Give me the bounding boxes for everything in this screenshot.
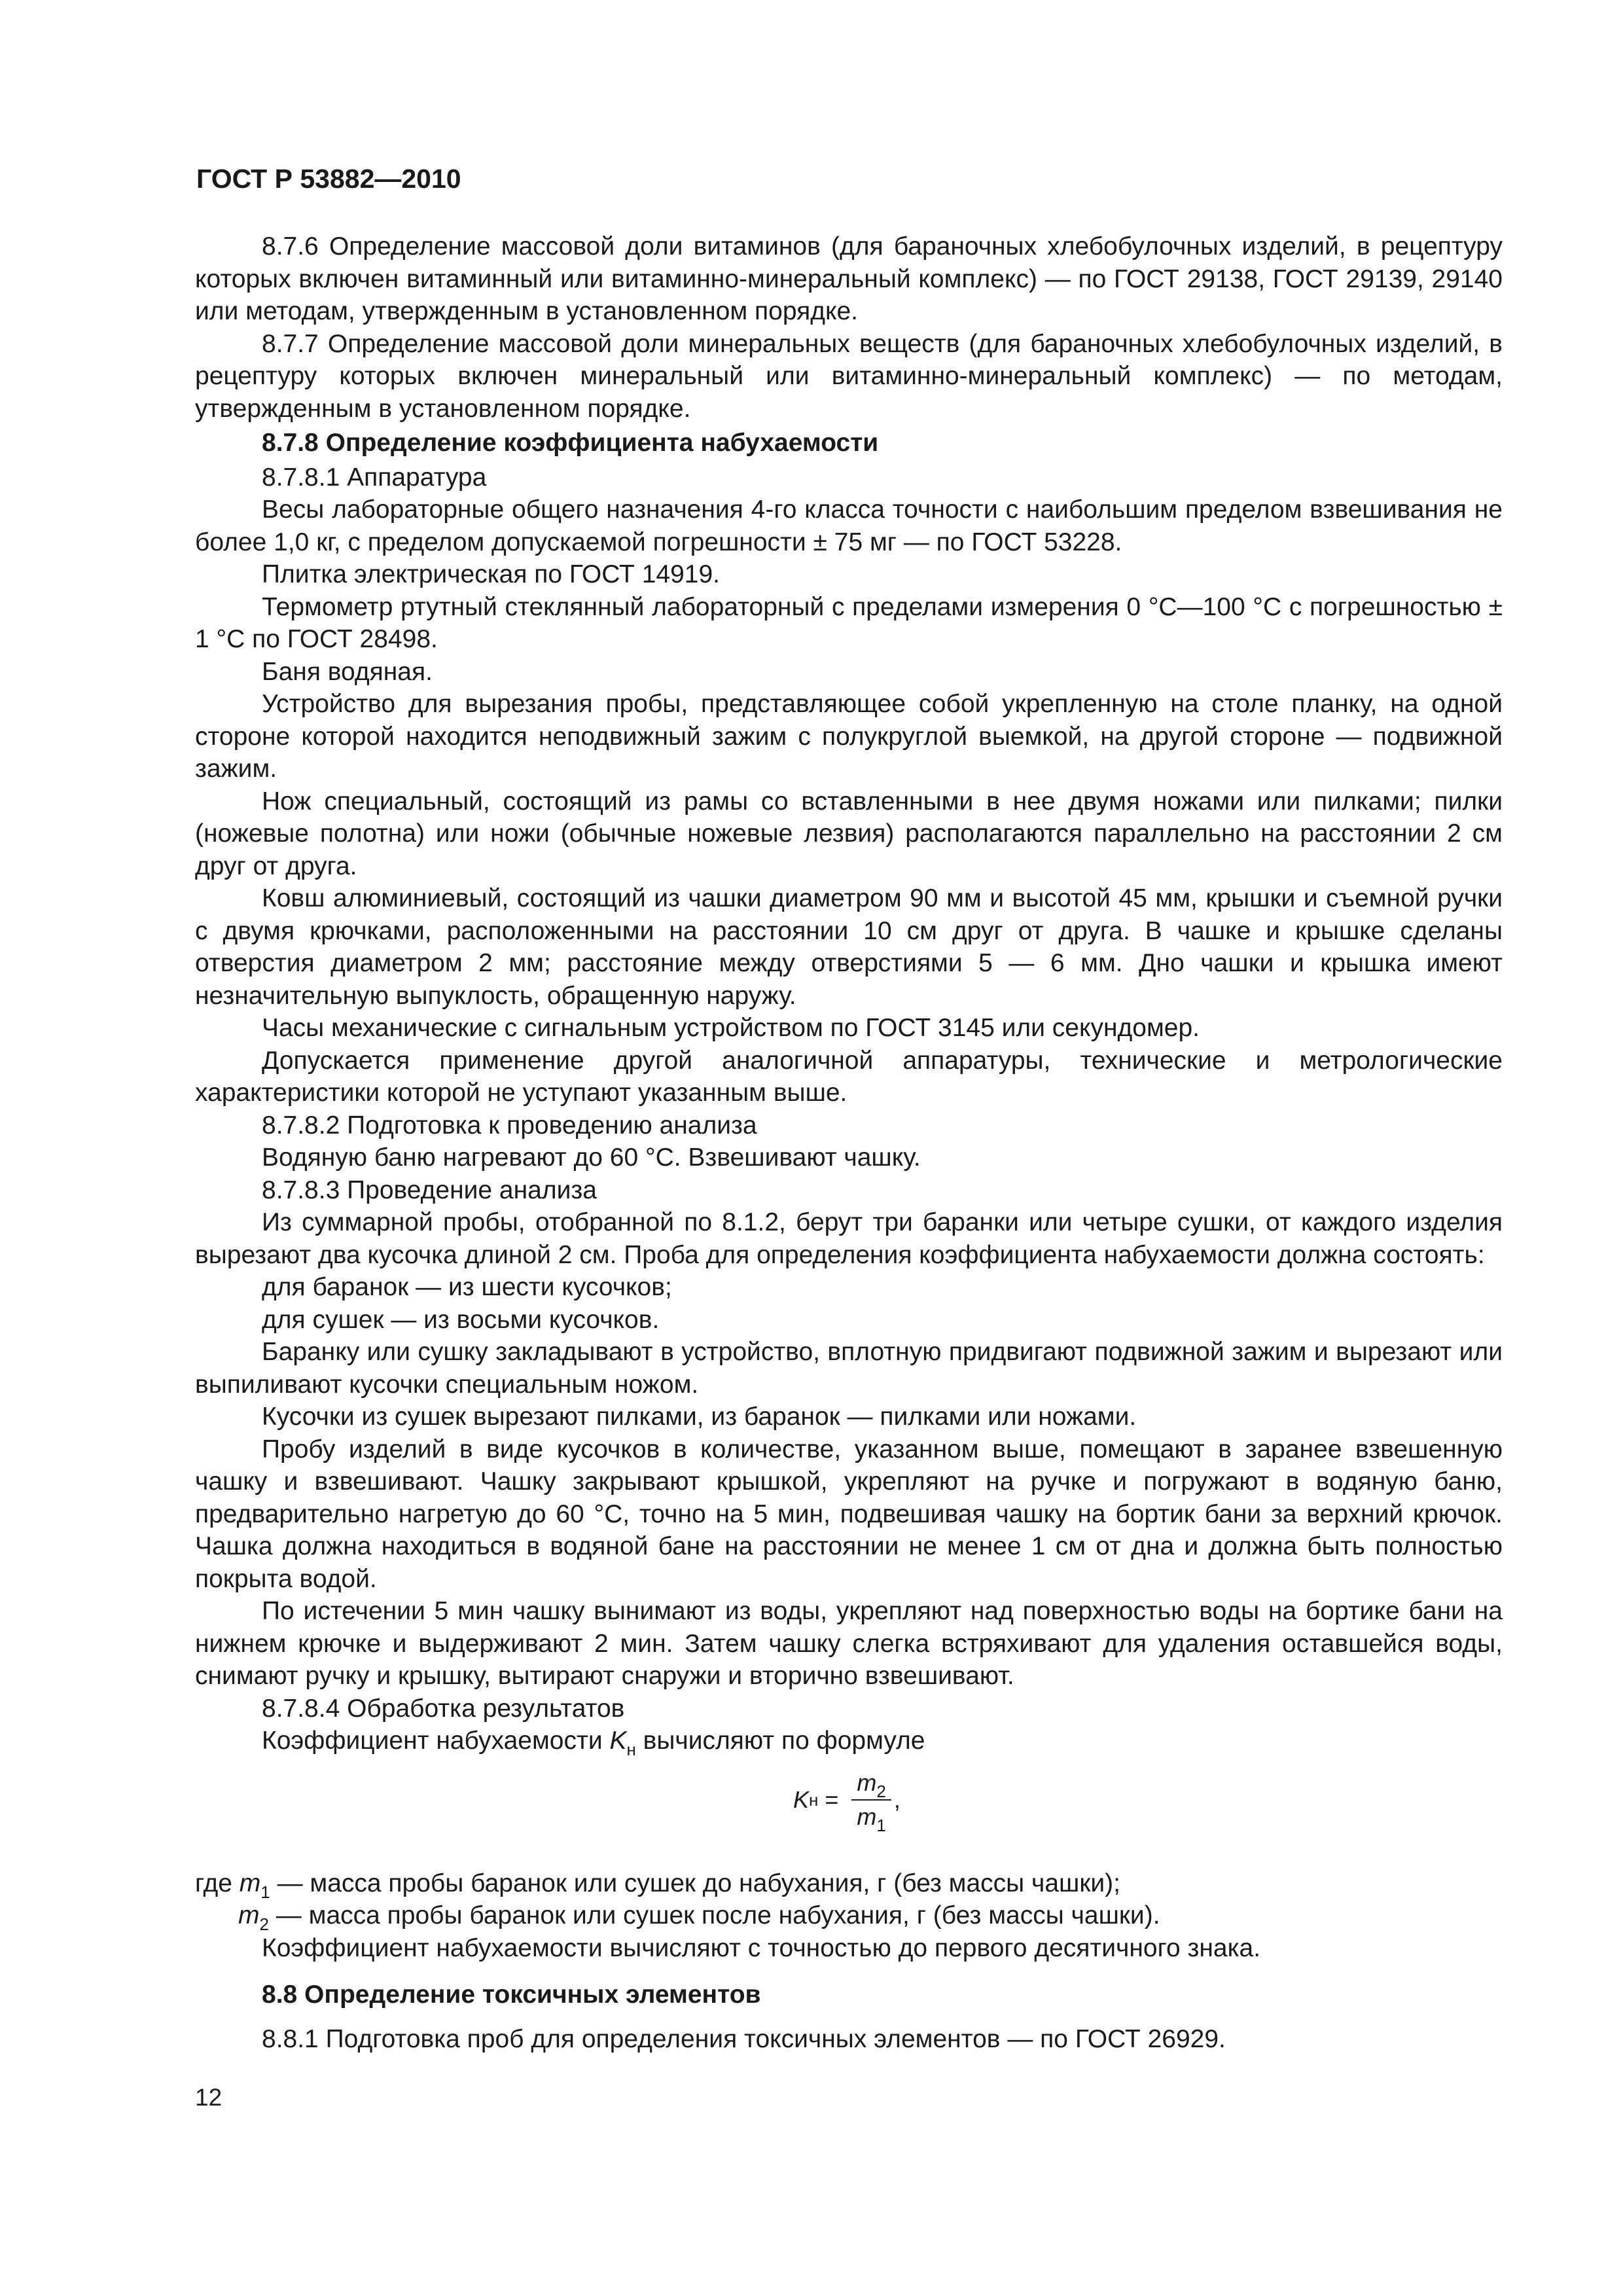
where-prefix: где [195, 1869, 240, 1897]
subsection-title-8783: 8.7.8.3 Проведение анализа [262, 1175, 597, 1204]
paragraph-876: 8.7.6 Определение массовой доли витаминов (для бараночных хлебобулочных изделий, в рецептуру которых включен витаминный или витаминно-минеральный комплекс) — по ГОСТ 29138, ГОСТ 29139, 29140 или методам, утвержденным в установленном порядке. [195, 232, 1503, 325]
paragraph-after-5min: По истечении 5 мин чашку вынимают из воды, укрепляют над поверхностью воды на бортике бани на нижнем крючке и выдерживают 2 мин. Затем чашку слегка встряхивают для удаления оставшейся воды, снимают ручку и крышку, вытирают снаружи и вторично взвешивают. [195, 1597, 1503, 1690]
paragraph-hotplate: Плитка электрическая по ГОСТ 14919. [262, 560, 721, 588]
coef-intro-after: вычисляют по формуле [635, 1727, 925, 1755]
where-m2 [195, 1899, 1503, 1932]
paragraph-cutting: Баранку или сушку закладывают в устройство, вплотную придвигают подвижной зажим и вырезают или выпиливают кусочки специальным ножом. [195, 1338, 1503, 1399]
formula-equals: = [818, 1785, 846, 1813]
paragraph-ladle: Ковш алюминиевый, состоящий из чашки диаметром 90 мм и высотой 45 мм, крышки и съемной ручки с двумя крючками, расположенными на расстоянии 10 см друг от друга. В чашке и крышке сделаны отверстия диаметром 2 мм; расстояние между отверстиями 5 — 6 мм. Дно чашки и крышка имеют незначительную выпуклость, обращенную наружу. [195, 884, 1503, 1010]
paragraph-881: 8.8.1 Подготовка проб для определения токсичных элементов — по ГОСТ 26929. [262, 2024, 1226, 2053]
paragraph-heat-bath: Водяную баню нагревают до 60 °С. Взвешивают чашку. [262, 1143, 921, 1172]
paragraph-sampling: Из суммарной пробы, отобранной по 8.1.2, берут три баранки или четыре сушки, от каждого изделия вырезают два кусочка длиной 2 см. Проба для определения коэффициента набухаемости должна состоять: [195, 1208, 1503, 1269]
paragraph-clock: Часы механические с сигнальным устройством по ГОСТ 3145 или секундомер. [262, 1014, 1200, 1042]
paragraph-other-apparatus: Допускается применение другой аналогичной аппаратуры, технические и метрологические характеристики которой не уступают указанным выше. [195, 1046, 1503, 1107]
page-number: 12 [195, 2084, 223, 2111]
where-m2-text: — масса пробы баранок или сушек после набухания, г (без массы чашки). [268, 1901, 1160, 1929]
paragraph-coef-precision: Коэффициент набухаемости вычисляют с точностью до первого десятичного знака. [262, 1933, 1261, 1962]
subsection-title-8781: 8.7.8.1 Аппаратура [262, 463, 487, 492]
formula-lhs: K [793, 1785, 810, 1813]
paragraph-pieces: Кусочки из сушек вырезают пилками, из баранок — пилками или ножами. [262, 1403, 1137, 1431]
swelling-formula: K н = $\frac{m_2}{m_1}$ , [793, 1768, 901, 1835]
formula-denominator [851, 1801, 891, 1835]
coef-intro-before: Коэффициент набухаемости [262, 1727, 610, 1755]
paragraph-cutting-device: Устройство для вырезания пробы, представляющее собой укрепленную на столе планку, на одной стороне которой находится неподвижный зажим с полукруглой выемкой, на другой стороне — подвижной зажим. [195, 690, 1503, 783]
list-item-dry-rings: для сушек — из восьми кусочков. [262, 1305, 660, 1334]
coef-symbol: K [609, 1727, 627, 1755]
paragraph-thermometer: Термометр ртутный стеклянный лабораторный с пределами измерения 0 °С—100 °С с погрешностью ± 1 °С по ГОСТ 28498. [195, 592, 1503, 653]
document-code-header: ГОСТ Р 53882—2010 [196, 164, 461, 194]
where-m2-symbol: m [238, 1901, 260, 1929]
paragraph-immersion: Пробу изделий в виде кусочков в количестве, указанном выше, помещают в заранее взвешенную чашку и взвешивают. Чашку закрывают крышкой, укрепляют на ручке и погружают в водяную баню, предварительно нагретую до 60 °С, точно на 5 мин, подвешивая чашку на бортик бани за верхний крючок. Чашка должна находиться в водяной бане на расстоянии не менее 1 см от дна и должна быть полностью покрыта водой. [195, 1435, 1503, 1593]
formula-fraction [851, 1768, 891, 1835]
coef-symbol-sub: н [626, 1740, 636, 1759]
paragraph-water-bath: Баня водяная. [262, 657, 433, 686]
subsection-title-8782: 8.7.8.2 Подготовка к проведению анализа [262, 1111, 757, 1139]
paragraph-877: 8.7.7 Определение массовой доли минеральных веществ (для бараночных хлебобулочных изделий, в рецептуру которых включен минеральный или витаминно-минеральный комплекс) — по методам, утвержденным в установленном порядке. [195, 329, 1503, 423]
section-heading-878: 8.7.8 Определение коэффициента набухаемости [262, 429, 879, 457]
numerator-sub: 2 [876, 1781, 886, 1801]
document-body [195, 230, 1503, 2055]
where-m1 [195, 1867, 1503, 1900]
formula-comma: , [893, 1785, 901, 1813]
where-m1-text: — масса пробы баранок или сушек до набухания, г (без массы чашки); [270, 1869, 1120, 1897]
formula-numerator [851, 1770, 891, 1801]
where-m1-symbol: m [239, 1869, 261, 1897]
numerator-symbol: m [857, 1768, 877, 1796]
denominator-sub: 1 [876, 1815, 886, 1835]
subsection-title-8784: 8.7.8.4 Обработка результатов [262, 1694, 625, 1723]
where-m1-sub: 1 [260, 1882, 270, 1902]
paragraph-coef-intro [195, 1725, 1503, 1757]
paragraph-special-knife: Нож специальный, состоящий из рамы со вставленными в нее двумя ножами или пилками; пилки (ножевые полотна) или ножи (обычные ножевые лезвия) располагаются параллельно на расстоянии 2 см друг от друга. [195, 787, 1503, 880]
where-m2-sub: 2 [259, 1914, 269, 1934]
paragraph-scales: Весы лабораторные общего назначения 4-го класса точности с наибольшим пределом взвешивания не более 1,0 кг, с пределом допускаемой погрешности ± 75 мг — по ГОСТ 53228. [195, 495, 1503, 556]
list-item-bagels: для баранок — из шести кусочков; [262, 1273, 672, 1301]
denominator-symbol: m [857, 1803, 877, 1830]
section-heading-88: 8.8 Определение токсичных элементов [262, 1981, 761, 2009]
